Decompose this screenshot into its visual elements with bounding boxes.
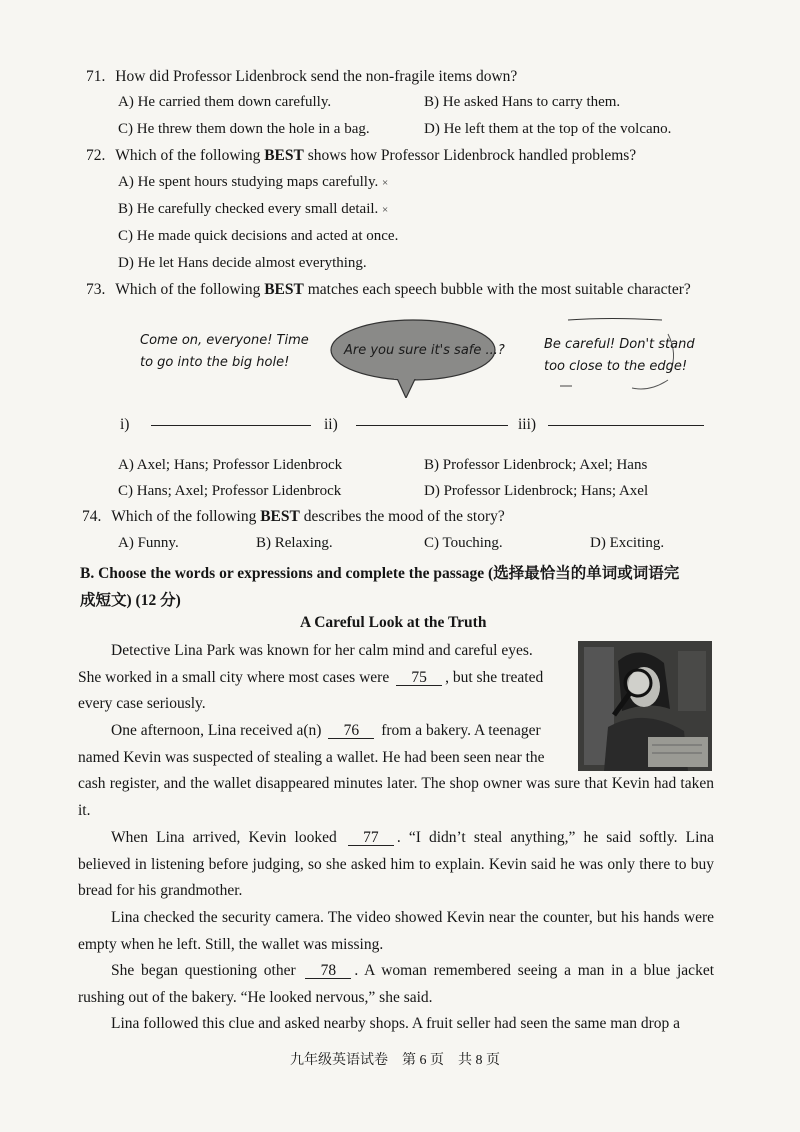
cross-mark: × bbox=[381, 177, 389, 189]
blank-75[interactable]: 75 bbox=[396, 670, 442, 686]
page-footer: 九年级英语试卷 第 6 页 共 8 页 bbox=[290, 1053, 500, 1068]
question-stem-bold: BEST bbox=[264, 281, 304, 298]
text: She began questioning other bbox=[111, 962, 296, 979]
question-stem-pre: Which of the following bbox=[111, 508, 261, 525]
answer-line[interactable] bbox=[151, 424, 311, 426]
question-stem-post: describes the mood of the story? bbox=[299, 508, 505, 525]
blank-78[interactable]: 78 bbox=[305, 963, 351, 979]
text: One afternoon, Lina received a(n) bbox=[111, 722, 322, 739]
question-stem-pre: Which of the following bbox=[115, 281, 265, 298]
option-74-b: B) Relaxing. bbox=[256, 535, 333, 551]
passage-paragraph-2a bbox=[78, 718, 572, 771]
passage-paragraph-5 bbox=[78, 958, 714, 1011]
question-stem-post: shows how Professor Lidenbrock handled problems? bbox=[303, 147, 637, 164]
answer-label: ii) bbox=[324, 416, 338, 433]
passage-title: A Careful Look at the Truth bbox=[300, 614, 487, 631]
answer-label: iii) bbox=[518, 416, 537, 433]
option-73-c: C) Hans; Axel; Professor Lidenbrock bbox=[118, 483, 342, 499]
question-stem-post: matches each speech bubble with the most suitable character? bbox=[303, 281, 691, 298]
text: She worked in a small city where most cases were bbox=[78, 668, 390, 686]
answer-slot-ii bbox=[324, 416, 508, 434]
question-stem-bold: BEST bbox=[264, 147, 304, 164]
option-72-d: D) He let Hans decide almost everything. bbox=[118, 255, 367, 271]
passage-paragraph-6 bbox=[78, 1011, 714, 1038]
text: . A woman remembered seeing a man in a blue jacket rushing out of the bakery. “He looked nervous,” she said. bbox=[78, 962, 715, 1006]
speech-bubble-3 bbox=[544, 334, 695, 378]
bubble-line: Come on, everyone! Time bbox=[140, 333, 309, 348]
answer-line[interactable] bbox=[356, 424, 508, 426]
option-74-d: D) Exciting. bbox=[590, 535, 665, 551]
speech-bubble-1 bbox=[140, 330, 309, 374]
text: When Lina arrived, Kevin looked bbox=[111, 829, 337, 846]
bubble-line: too close to the edge! bbox=[544, 359, 688, 374]
option-71-a: A) He carried them down carefully. bbox=[118, 94, 332, 110]
option-74-a: A) Funny. bbox=[118, 535, 179, 551]
option-text: B) He carefully checked every small detail. bbox=[118, 201, 379, 217]
option-text: A) He spent hours studying maps carefully. bbox=[118, 174, 379, 190]
option-71-d: D) He left them at the top of the volcano. bbox=[424, 121, 672, 137]
section-b-heading-line1: B. Choose the words or expressions and complete the passage (选择最恰当的单词或词语完 bbox=[80, 565, 680, 582]
text: Lina checked the security camera. The video showed Kevin near the counter, but his hands were empty when he left. Still, the wallet was missing. bbox=[78, 909, 714, 953]
question-74 bbox=[82, 508, 505, 526]
section-b-heading-line2: 成短文) (12 分) bbox=[80, 592, 181, 609]
passage-paragraph-4 bbox=[78, 905, 714, 958]
text: , but she treated bbox=[445, 668, 544, 686]
passage-paragraph-2b: cash register, and the wallet disappeared minutes later. The shop owner was sure that Kevin had taken it. bbox=[78, 775, 714, 819]
text: from a bakery. A teenager bbox=[381, 722, 541, 739]
speech-bubble-2-text: Are you sure it's safe ...? bbox=[344, 343, 505, 358]
option-73-d: D) Professor Lidenbrock; Hans; Axel bbox=[424, 483, 649, 499]
text: Lina followed this clue and asked nearby shops. A fruit seller had seen the same man drop a bbox=[111, 1015, 681, 1032]
option-73-a: A) Axel; Hans; Professor Lidenbrock bbox=[118, 457, 343, 473]
text: . “I didn’t steal anything,” he said softly. Lina believed in listening before judging, so she asked him to explain. Kevin said he was only there to buy bread for his grandmother. bbox=[78, 829, 715, 899]
option-72-a bbox=[118, 174, 388, 191]
blank-77[interactable]: 77 bbox=[348, 830, 394, 846]
answer-slot-iii bbox=[518, 416, 704, 434]
option-72-c: C) He made quick decisions and acted at once. bbox=[118, 228, 399, 244]
answer-label: i) bbox=[120, 416, 130, 433]
blank-76[interactable]: 76 bbox=[328, 723, 374, 739]
text: named Kevin was suspected of stealing a wallet. He had been seen near the bbox=[78, 748, 545, 766]
option-72-b bbox=[118, 201, 388, 218]
bubble-line: to go into the big hole! bbox=[140, 355, 290, 370]
question-number: 72. bbox=[86, 147, 106, 164]
bubble-line: Be careful! Don't stand bbox=[544, 337, 695, 352]
question-stem: How did Professor Lidenbrock send the non-fragile items down? bbox=[115, 68, 518, 85]
question-73 bbox=[86, 281, 691, 299]
question-number: 73. bbox=[86, 281, 106, 298]
question-72 bbox=[86, 147, 636, 165]
text: Detective Lina Park was known for her calm mind and careful eyes. bbox=[111, 642, 533, 659]
option-71-b: B) He asked Hans to carry them. bbox=[424, 94, 621, 110]
passage-paragraph-3 bbox=[78, 825, 714, 905]
option-73-b: B) Professor Lidenbrock; Axel; Hans bbox=[424, 457, 648, 473]
cross-mark: × bbox=[382, 204, 389, 216]
detective-illustration bbox=[578, 641, 712, 771]
question-stem-bold: BEST bbox=[260, 508, 300, 525]
question-number: 71. bbox=[86, 68, 106, 85]
option-71-c: C) He threw them down the hole in a bag. bbox=[118, 121, 370, 137]
question-71 bbox=[86, 68, 517, 86]
question-number: 74. bbox=[82, 508, 102, 525]
question-stem-pre: Which of the following bbox=[115, 147, 265, 164]
answer-slot-i bbox=[120, 416, 311, 434]
passage-paragraph-1 bbox=[78, 638, 572, 718]
option-74-c: C) Touching. bbox=[424, 535, 503, 551]
answer-line[interactable] bbox=[548, 424, 704, 426]
text: every case seriously. bbox=[78, 695, 206, 712]
